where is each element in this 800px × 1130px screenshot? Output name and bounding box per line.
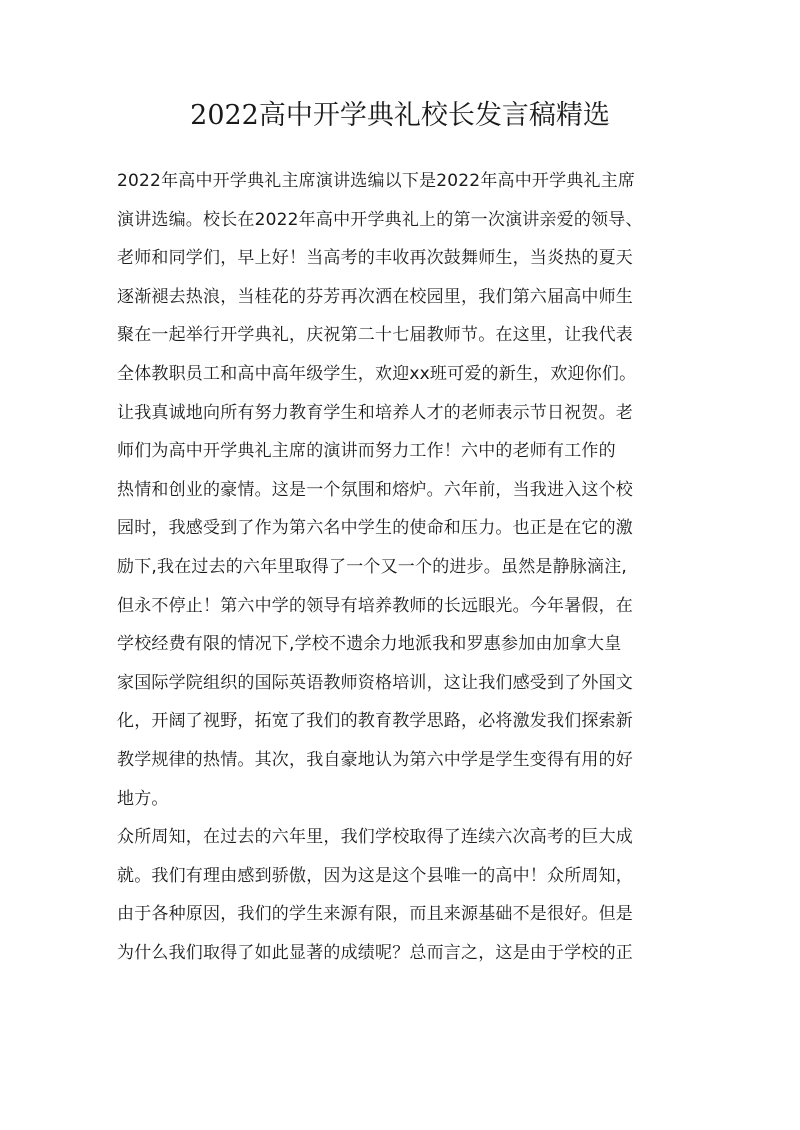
body-line: 为什么我们取得了如此显著的成绩呢？总而言之，这是由于学校的正 — [117, 942, 633, 963]
body-line: 但永不停止！第六中学的领导有培养教师的长远眼光。今年暑假，在 — [117, 595, 633, 616]
body-line: 励下,我在过去的六年里取得了一个又一个的进步。虽然是静脉滴注, — [117, 556, 628, 577]
body-line: 园时，我感受到了作为第六名中学生的使命和压力。也正是在它的激 — [117, 518, 633, 539]
body-line: 化，开阔了视野，拓宽了我们的教育教学思路，必将激发我们探索新 — [117, 711, 633, 732]
document-title: 2022高中开学典礼校长发言稿精选 — [190, 100, 610, 131]
body-line: 就。我们有理由感到骄傲，因为这是这个县唯一的高中！众所周知， — [117, 865, 633, 886]
body-line: 学校经费有限的情况下,学校不遗余力地派我和罗惠参加由加拿大皇 — [117, 634, 622, 655]
body-line: 教学规律的热情。其次，我自豪地认为第六中学是学生变得有用的好 — [117, 749, 633, 770]
body-line: 聚在一起举行开学典礼，庆祝第二十七届教师节。在这里，让我代表 — [117, 325, 633, 346]
document-body — [117, 162, 689, 972]
body-line: 让我真诚地向所有努力教育学生和培养人才的老师表示节日祝贺。老 — [117, 402, 633, 423]
body-line: 师们为高中开学典礼主席的演讲而努力工作！六中的老师有工作的 — [117, 441, 616, 462]
body-line: 地方。 — [117, 788, 169, 809]
body-line: 由于各种原因，我们的学生来源有限，而且来源基础不是很好。但是 — [117, 904, 633, 925]
body-line: 演讲选编。校长在2022年高中开学典礼上的第一次演讲亲爱的领导、 — [117, 209, 643, 230]
body-line: 热情和创业的豪情。这是一个氛围和熔炉。六年前，当我进入这个校 — [117, 479, 633, 500]
body-line: 全体教职员工和高中高年级学生，欢迎xx班可爱的新生，欢迎你们。 — [117, 363, 637, 384]
body-line: 2022年高中开学典礼主席演讲选编以下是2022年高中开学典礼主席 — [117, 171, 636, 191]
body-line: 众所周知，在过去的六年里，我们学校取得了连续六次高考的巨大成 — [117, 827, 633, 848]
body-line: 逐渐褪去热浪，当桂花的芬芳再次洒在校园里，我们第六届高中师生 — [117, 286, 633, 307]
body-line: 老师和同学们，早上好！当高考的丰收再次鼓舞师生，当炎热的夏天 — [117, 248, 633, 269]
body-line: 家国际学院组织的国际英语教师资格培训，这让我们感受到了外国文 — [117, 672, 633, 693]
